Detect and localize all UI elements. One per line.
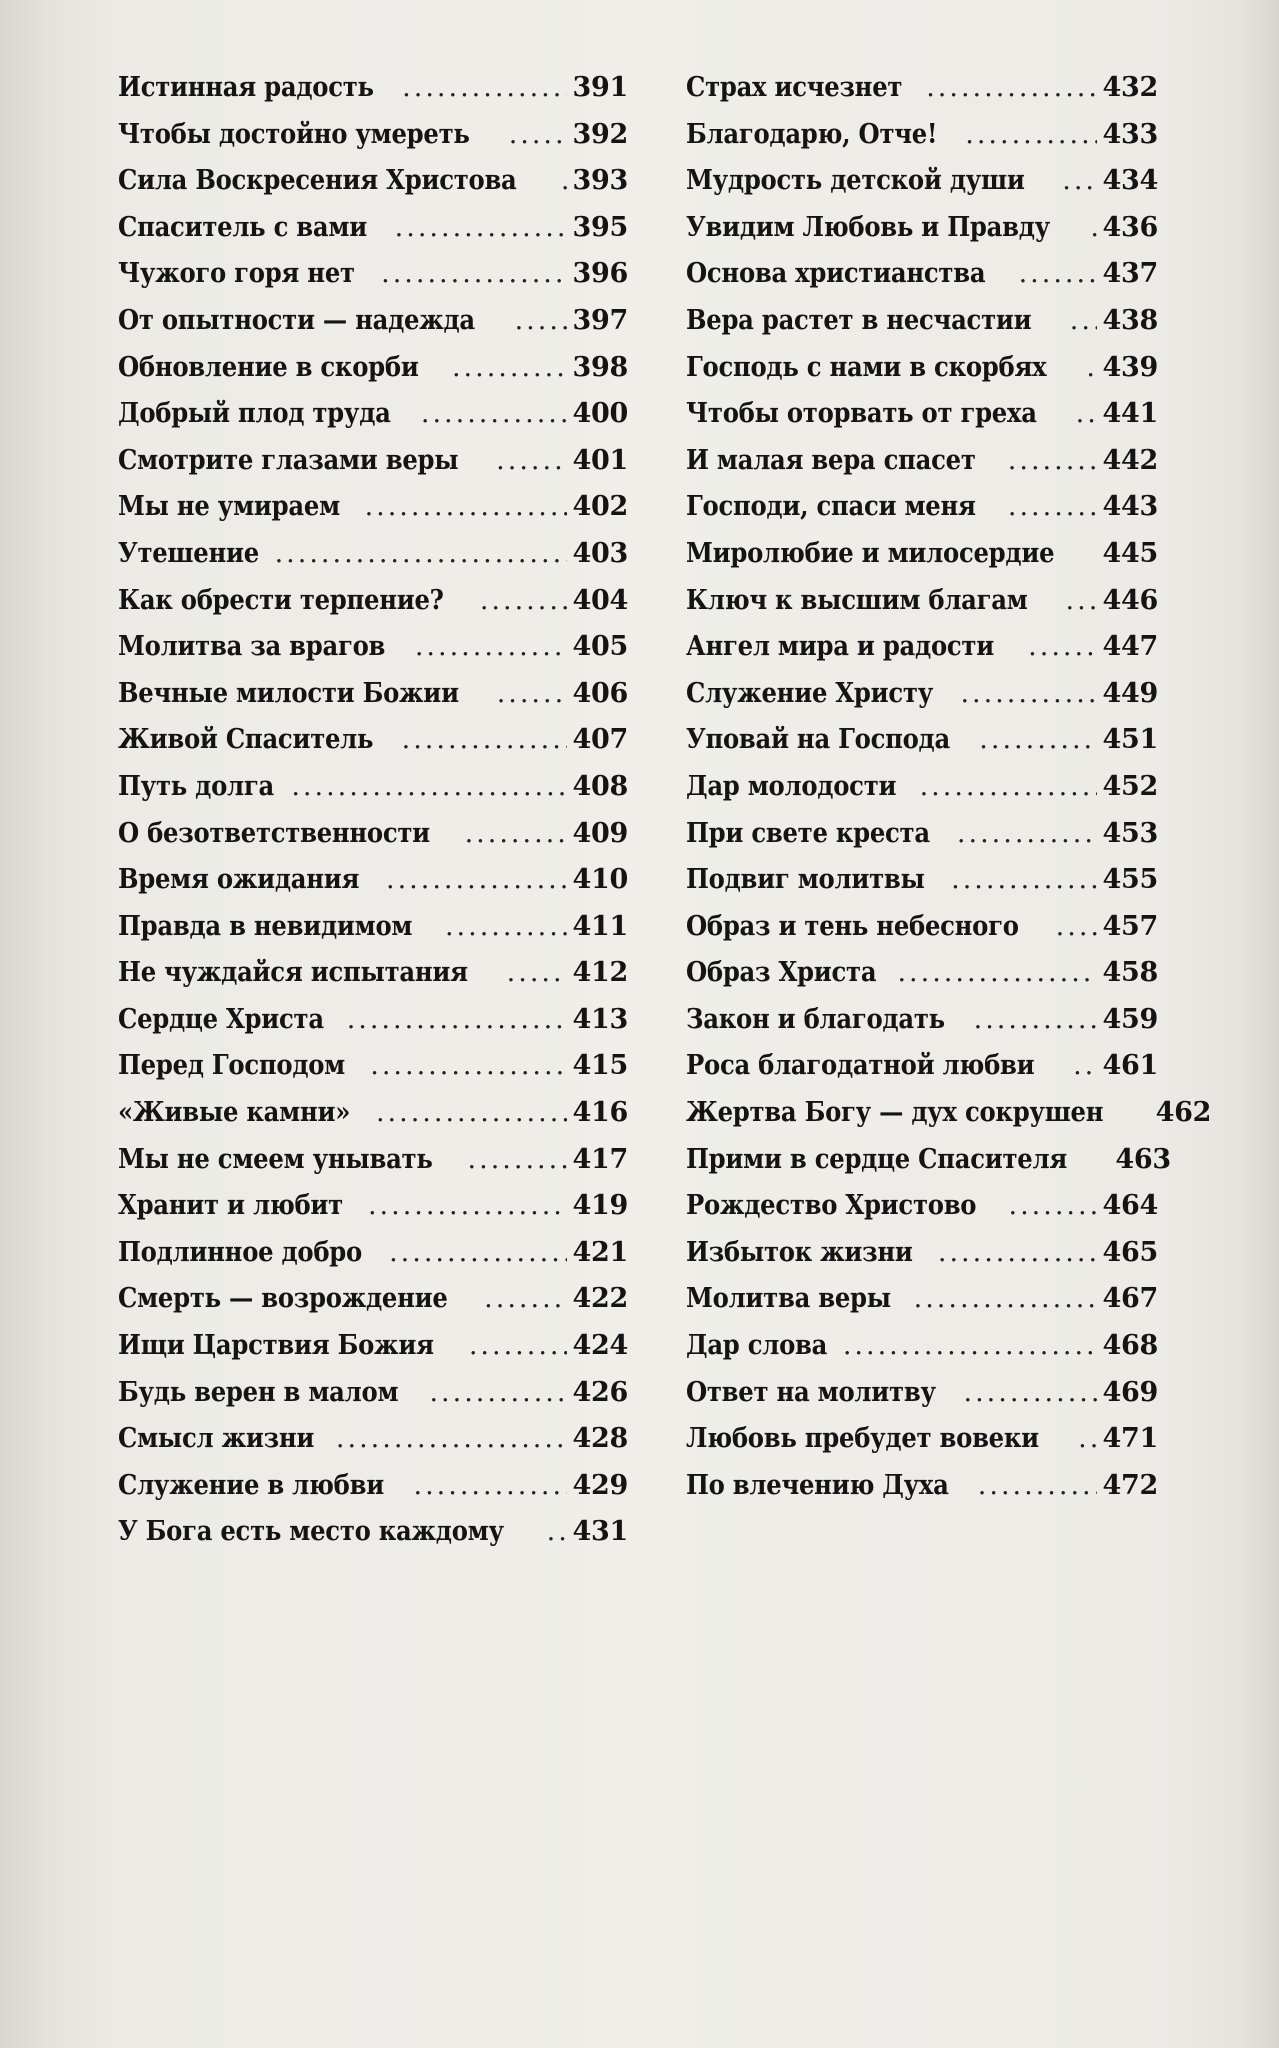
toc-entry xyxy=(686,818,1158,865)
toc-entry xyxy=(686,1050,1158,1097)
toc-leader-dots xyxy=(370,1050,566,1081)
toc-entry-page: 432 xyxy=(1102,72,1158,103)
toc-entry-page: 434 xyxy=(1102,165,1158,197)
toc-entry-page: 465 xyxy=(1102,1236,1158,1268)
binding-shadow xyxy=(1239,0,1279,2048)
toc-entry-title: Избыток жизни xyxy=(686,1236,913,1268)
toc-entry-page: 471 xyxy=(1102,1423,1158,1455)
toc-leader-dots xyxy=(938,1237,1097,1268)
toc-entry-page: 405 xyxy=(572,631,628,663)
toc-entry-page: 441 xyxy=(1102,398,1158,430)
toc-entry xyxy=(118,1377,628,1424)
toc-entry xyxy=(686,631,1158,678)
toc-entry xyxy=(118,1470,628,1517)
toc-leader-dots xyxy=(960,678,1096,709)
toc-leader-dots xyxy=(429,1377,566,1408)
toc-leader-dots xyxy=(1076,398,1097,429)
toc-entry-title: И малая вера спасет xyxy=(686,444,976,476)
toc-entry xyxy=(118,864,628,911)
toc-entry-page: 436 xyxy=(1102,211,1158,243)
toc-entry xyxy=(118,818,628,865)
toc-leader-dots xyxy=(963,1377,1096,1408)
toc-entry xyxy=(118,1516,628,1563)
toc-entry-title: Дар слова xyxy=(686,1330,828,1362)
toc-entry-page: 391 xyxy=(572,72,628,103)
toc-entry-page: 429 xyxy=(572,1469,628,1501)
toc-entry xyxy=(118,911,628,958)
toc-entry-title: Роса благодатной любви xyxy=(686,1050,1035,1082)
toc-list-right xyxy=(686,72,1212,1516)
toc-entry xyxy=(686,398,1158,445)
toc-leader-dots xyxy=(368,1190,567,1221)
toc-entry xyxy=(686,678,1158,725)
toc-leader-dots xyxy=(1070,305,1097,336)
toc-entry-title: Смерть — возрождение xyxy=(118,1283,448,1315)
toc-entry xyxy=(118,957,628,1004)
toc-entry xyxy=(686,864,1158,911)
toc-entry-title: Служение Христу xyxy=(686,677,933,709)
toc-entry-page: 431 xyxy=(572,1516,628,1548)
toc-entry xyxy=(686,1004,1158,1051)
toc-entry xyxy=(686,1097,1212,1144)
toc-entry-title: Перед Господом xyxy=(118,1050,346,1082)
toc-entry-title: Чтобы достойно умереть xyxy=(118,118,470,150)
toc-entry-page: 461 xyxy=(1102,1050,1158,1082)
toc-entry-title: Образ Христа xyxy=(686,957,877,989)
toc-entry-title: Господь с нами в скорбях xyxy=(686,351,1047,383)
toc-entry-title: Благодарю, Отче! xyxy=(686,118,938,150)
toc-entry-title: Спаситель с вами xyxy=(118,211,368,243)
toc-leader-dots xyxy=(347,1004,567,1035)
toc-leader-dots xyxy=(515,305,567,336)
toc-entry-page: 411 xyxy=(572,910,628,942)
toc-entry-page: 469 xyxy=(1102,1376,1158,1408)
toc-leader-dots xyxy=(389,1237,566,1268)
toc-leader-dots xyxy=(1090,212,1096,243)
toc-entry-title: Основа христианства xyxy=(686,258,986,290)
toc-entry-page: 407 xyxy=(572,724,628,756)
toc-entry-title: Время ожидания xyxy=(118,864,360,896)
toc-entry xyxy=(686,585,1158,632)
toc-entry-page: 421 xyxy=(572,1236,628,1268)
toc-entry xyxy=(118,398,628,445)
toc-entry-title: Ответ на молитву xyxy=(686,1376,936,1408)
toc-leader-dots xyxy=(452,352,567,383)
toc-entry-page: 395 xyxy=(572,211,628,243)
toc-entry-page: 426 xyxy=(572,1376,628,1408)
toc-entry-title: Правда в невидимом xyxy=(118,910,413,942)
toc-leader-dots xyxy=(1008,445,1097,476)
toc-entry-page: 468 xyxy=(1102,1330,1158,1362)
toc-entry xyxy=(118,491,628,538)
toc-leader-dots xyxy=(561,165,567,196)
toc-leader-dots xyxy=(843,1330,1097,1361)
toc-entry-title: Подвиг молитвы xyxy=(686,864,925,896)
toc-entry-page: 458 xyxy=(1102,957,1158,989)
toc-entry xyxy=(686,771,1158,818)
toc-entry-title: Как обрести терпение? xyxy=(118,584,444,616)
toc-entry xyxy=(686,724,1158,771)
toc-leader-dots xyxy=(1086,352,1096,383)
toc-entry-page: 451 xyxy=(1102,724,1158,756)
toc-leader-dots xyxy=(1073,1050,1096,1081)
toc-entry xyxy=(686,165,1158,212)
toc-entry xyxy=(686,72,1158,119)
toc-entry-page: 428 xyxy=(572,1423,628,1455)
toc-entry-page: 417 xyxy=(572,1143,628,1175)
toc-entry-title: Мы не смеем унывать xyxy=(118,1143,433,1175)
toc-entry-page: 412 xyxy=(572,957,628,989)
toc-leader-dots xyxy=(468,1144,567,1175)
toc-entry xyxy=(686,352,1158,399)
toc-entry xyxy=(686,491,1158,538)
toc-leader-dots xyxy=(291,771,566,802)
toc-leader-dots xyxy=(914,1283,1097,1314)
toc-entry-page: 409 xyxy=(572,817,628,849)
toc-leader-dots xyxy=(1008,491,1097,522)
toc-entry xyxy=(686,212,1158,259)
toc-entry xyxy=(686,445,1158,492)
toc-entry xyxy=(686,1190,1158,1237)
toc-leader-dots xyxy=(421,398,567,429)
toc-leader-dots xyxy=(497,678,567,709)
toc-entry xyxy=(686,305,1158,352)
toc-entry xyxy=(118,119,628,166)
toc-entry-page: 437 xyxy=(1102,258,1158,290)
toc-entry-title: Ключ к высшим благам xyxy=(686,584,1028,616)
toc-entry-title: Сердце Христа xyxy=(118,1003,324,1035)
toc-entry xyxy=(118,771,628,818)
toc-entry-page: 447 xyxy=(1102,631,1158,663)
toc-entry-title: Уповай на Господа xyxy=(686,724,950,756)
toc-entry-title: Добрый плод труда xyxy=(118,398,391,430)
toc-entry xyxy=(118,1004,628,1051)
toc-leader-dots xyxy=(275,538,567,569)
toc-entry xyxy=(118,1144,628,1191)
toc-entry-page: 442 xyxy=(1102,444,1158,476)
toc-entry xyxy=(686,538,1158,585)
toc-entry-title: Подлинное добро xyxy=(118,1236,362,1268)
toc-entry-title: Любовь пребудет вовеки xyxy=(686,1423,1039,1455)
toc-leader-dots xyxy=(974,1004,1097,1035)
toc-entry-title: Рождество Христово xyxy=(686,1190,977,1222)
toc-leader-dots xyxy=(465,818,567,849)
toc-entry-page: 393 xyxy=(572,165,628,197)
toc-leader-dots xyxy=(402,724,567,755)
toc-leader-dots xyxy=(1009,1190,1097,1221)
toc-entry-title: Ангел мира и радости xyxy=(686,631,994,663)
toc-leader-dots xyxy=(480,585,567,616)
toc-entry-title: Господи, спаси меня xyxy=(686,491,976,523)
toc-entry xyxy=(118,445,628,492)
toc-entry-title: Живой Спаситель xyxy=(118,724,374,756)
toc-entry-title: Вечные милости Божии xyxy=(118,677,459,709)
toc-leader-dots xyxy=(965,119,1096,150)
toc-entry-page: 452 xyxy=(1102,770,1158,802)
toc-entry-page: 424 xyxy=(572,1330,628,1362)
toc-leader-dots xyxy=(951,864,1096,895)
toc-entry xyxy=(686,911,1158,958)
toc-leader-dots xyxy=(469,1330,567,1361)
toc-leader-dots xyxy=(484,1283,566,1314)
toc-leader-dots xyxy=(496,445,566,476)
toc-right-column xyxy=(686,72,1212,1516)
toc-entry-title: Хранит и любит xyxy=(118,1190,343,1222)
toc-entry xyxy=(118,1237,628,1284)
toc-leader-dots xyxy=(1019,258,1097,289)
toc-entry-page: 433 xyxy=(1102,118,1158,150)
toc-leader-dots xyxy=(414,1470,567,1501)
toc-entry xyxy=(686,1377,1158,1424)
toc-entry-page: 439 xyxy=(1102,351,1158,383)
toc-entry-title: «Живые камни» xyxy=(118,1097,351,1129)
toc-entry xyxy=(118,538,628,585)
toc-entry-page: 445 xyxy=(1102,537,1158,569)
toc-leader-dots xyxy=(547,1516,567,1547)
toc-entry-title: Увидим Любовь и Правду xyxy=(686,211,1050,243)
toc-entry xyxy=(118,1190,628,1237)
toc-entry-page: 467 xyxy=(1102,1283,1158,1315)
toc-entry-title: Смысл жизни xyxy=(118,1423,315,1455)
toc-entry-page: 397 xyxy=(572,304,628,336)
toc-entry xyxy=(118,1330,628,1377)
toc-entry-page: 402 xyxy=(572,491,628,523)
toc-entry-title: Смотрите глазами веры xyxy=(118,444,459,476)
toc-entry-title: Жертва Богу — дух сокрушен xyxy=(686,1097,1104,1129)
toc-leader-dots xyxy=(1056,911,1097,942)
toc-entry-page: 413 xyxy=(572,1003,628,1035)
toc-leader-dots xyxy=(445,911,567,942)
toc-leader-dots xyxy=(926,72,1096,103)
toc-leader-dots xyxy=(897,957,1096,988)
toc-leader-dots xyxy=(978,1470,1097,1501)
toc-entry-title: Сила Воскресения Христова xyxy=(118,165,517,197)
toc-leader-dots xyxy=(365,491,567,522)
toc-entry-title: О безответственности xyxy=(118,817,430,849)
toc-entry-page: 459 xyxy=(1102,1003,1158,1035)
toc-entry-page: 438 xyxy=(1102,304,1158,336)
toc-entry-title: По влечению Духа xyxy=(686,1469,949,1501)
toc-entry-page: 410 xyxy=(572,864,628,896)
toc-entry-title: Чтобы оторвать от греха xyxy=(686,398,1037,430)
toc-leader-dots xyxy=(979,724,1096,755)
toc-entry-title: Обновление в скорби xyxy=(118,351,419,383)
toc-entry-title: Истинная радость xyxy=(118,72,374,103)
toc-entry-title: Не чуждайся испытания xyxy=(118,957,468,989)
toc-leader-dots xyxy=(507,957,567,988)
toc-entry-title: Будь верен в малом xyxy=(118,1376,399,1408)
toc-entry xyxy=(686,1283,1158,1330)
toc-entry-page: 455 xyxy=(1102,864,1158,896)
toc-entry-title: Чужого горя нет xyxy=(118,258,355,290)
toc-entry xyxy=(118,1050,628,1097)
toc-entry-page: 446 xyxy=(1102,584,1158,616)
toc-entry-page: 406 xyxy=(572,677,628,709)
toc-entry-title: Прими в сердце Спасителя xyxy=(686,1143,1068,1175)
toc-leader-dots xyxy=(386,864,567,895)
toc-leader-dots xyxy=(957,818,1097,849)
toc-entry-page: 449 xyxy=(1102,677,1158,709)
toc-entry-page: 403 xyxy=(572,537,628,569)
toc-entry xyxy=(118,72,628,119)
toc-leader-dots xyxy=(402,72,566,103)
toc-leader-dots xyxy=(1095,538,1096,569)
toc-leader-dots xyxy=(509,119,567,150)
toc-leader-dots xyxy=(381,258,566,289)
toc-entry-title: Мудрость детской души xyxy=(686,165,1025,197)
toc-entry xyxy=(686,957,1158,1004)
toc-entry-title: От опытности — надежда xyxy=(118,304,475,336)
toc-leader-dots xyxy=(376,1097,567,1128)
toc-entry xyxy=(118,1283,628,1330)
toc-entry-title: При свете креста xyxy=(686,817,930,849)
toc-entry-title: Утешение xyxy=(118,537,259,569)
toc-entry-title: Дар молодости xyxy=(686,770,897,802)
toc-entry-page: 400 xyxy=(572,398,628,430)
toc-leader-dots xyxy=(395,212,567,243)
toc-leader-dots xyxy=(920,771,1097,802)
toc-entry-title: У Бога есть место каждому xyxy=(118,1516,504,1548)
toc-entry-title: Миролюбие и милосердие xyxy=(686,537,1055,569)
toc-entry xyxy=(686,119,1158,166)
toc-entry xyxy=(118,585,628,632)
toc-entry xyxy=(686,258,1158,305)
toc-entry-page: 472 xyxy=(1102,1469,1158,1501)
toc-left-column xyxy=(118,72,628,1563)
toc-leader-dots xyxy=(1028,631,1096,662)
toc-entry-title: Молитва веры xyxy=(686,1283,891,1315)
toc-entry-title: Закон и благодать xyxy=(686,1003,945,1035)
toc-entry xyxy=(686,1330,1158,1377)
toc-entry-title: Ищи Царствия Божия xyxy=(118,1330,434,1362)
toc-entry xyxy=(118,1097,628,1144)
toc-entry-page: 404 xyxy=(572,584,628,616)
toc-entry-page: 453 xyxy=(1102,817,1158,849)
toc-entry-page: 416 xyxy=(572,1097,628,1129)
toc-entry xyxy=(118,305,628,352)
toc-entry-page: 392 xyxy=(572,118,628,150)
toc-entry xyxy=(118,352,628,399)
toc-entry-page: 401 xyxy=(572,444,628,476)
toc-entry-page: 462 xyxy=(1155,1097,1212,1129)
toc-entry xyxy=(686,1470,1158,1517)
toc-entry-title: Страх исчезнет xyxy=(686,72,903,103)
toc-entry-page: 398 xyxy=(572,351,628,383)
toc-entry xyxy=(686,1423,1158,1470)
toc-entry-title: Молитва за врагов xyxy=(118,631,386,663)
toc-entry xyxy=(118,165,628,212)
toc-entry-title: Вера растет в несчастии xyxy=(686,304,1032,336)
toc-entry-page: 464 xyxy=(1102,1190,1158,1222)
toc-entry xyxy=(686,1237,1158,1284)
toc-entry xyxy=(118,212,628,259)
toc-leader-dots xyxy=(415,631,567,662)
toc-entry xyxy=(118,258,628,305)
toc-entry-page: 463 xyxy=(1115,1143,1171,1175)
toc-entry-title: Образ и тень небесного xyxy=(686,910,1019,942)
toc-entry-title: Путь долга xyxy=(118,770,274,802)
toc-entry xyxy=(118,724,628,771)
toc-entry-page: 415 xyxy=(572,1050,628,1082)
toc-list-left xyxy=(118,72,628,1563)
toc-entry-title: Мы не умираем xyxy=(118,491,340,523)
toc-entry xyxy=(686,1143,1171,1191)
toc-entry xyxy=(118,631,628,678)
toc-entry-title: Служение в любви xyxy=(118,1469,384,1501)
toc-entry-page: 422 xyxy=(572,1283,628,1315)
toc-entry xyxy=(118,678,628,725)
toc-entry-page: 408 xyxy=(572,770,628,802)
toc-leader-dots xyxy=(1062,165,1096,196)
toc-leader-dots xyxy=(336,1423,567,1454)
toc-entry-page: 396 xyxy=(572,258,628,290)
toc-entry-page: 457 xyxy=(1102,910,1158,942)
toc-entry-page: 419 xyxy=(572,1190,628,1222)
toc-leader-dots xyxy=(1066,585,1097,616)
toc-entry xyxy=(118,1423,628,1470)
toc-leader-dots xyxy=(1078,1423,1096,1454)
toc-entry-page: 443 xyxy=(1102,491,1158,523)
